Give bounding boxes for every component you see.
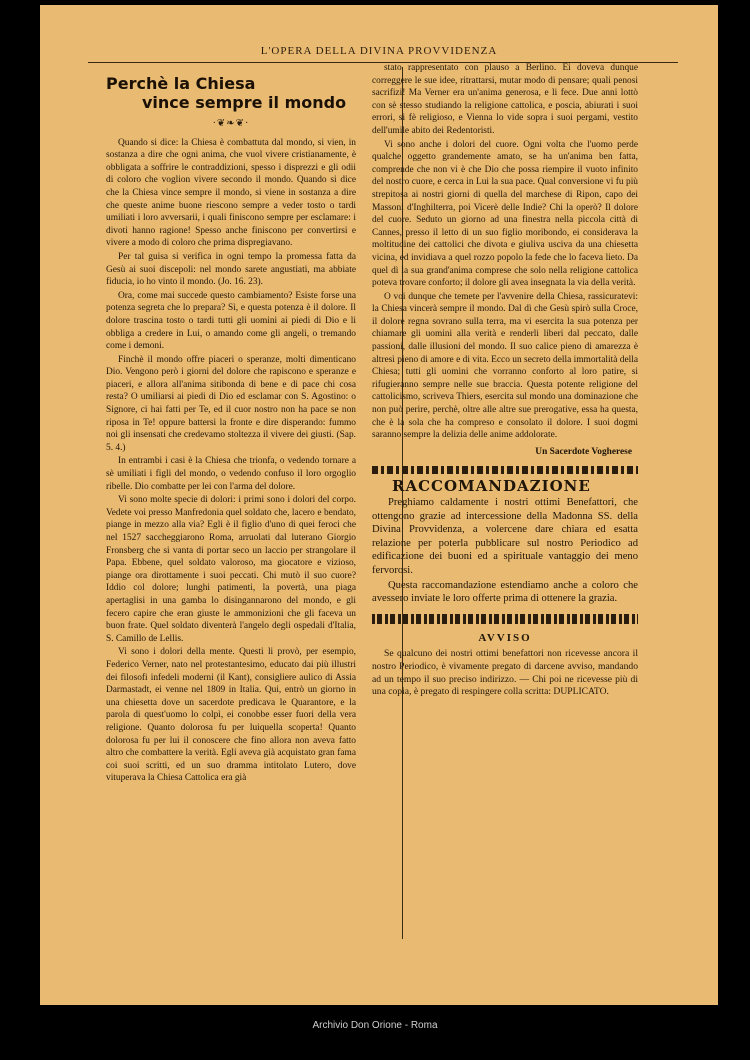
title-ornament: ·❦❧❦· <box>212 118 250 129</box>
raccomandazione-heading: RACCOMANDAZIONE <box>392 477 591 496</box>
raccomandazione-body <box>372 496 638 606</box>
continuation-paragraph: O voi dunque che temete per l'avvenire della Chiesa, rassicuratevi: la Chiesa vincerà sempre il mondo. Dal dì che Gesù spirò sulla Croce, il dolore regna sovrano sulla terra, ma vi esercita la sua potenza per chiamare gli uomini alla verità e renderli liberi dal peccato, dalle passioni, dalle illusioni del mondo. Il suo calice pieno di amarezza è altresì pieno di amore e di vita. Ecco un secreto della immortalità della Chiesa; tutti gli uomini che vorranno conforto al loro patire, si rifugieranno sempre nelle sue braccia. Questa potente religione del cattolicismo, scriveva Thiers, esercita sul mondo una dominazione che non può perire, perchè, oltre alle altre sue prerogative, essa ha questa, che è la sola che ha compreso e consolato il dolore. I suoi dogmi saranno sempre la delizia delle anime addolorate. <box>372 291 638 441</box>
article-paragraph: Vi sono i dolori della mente. Questi li provò, per esempio, Federico Verner, nato nel protestantesimo, educato dai più illustri dei filosofi infedeli moderni (il Kant), consigliere aulico di Assia Darmastadt, ei venne nel 1809 in Italia. Qui, entrò un giorno in una chiesetta dove un sacerdote predicava le Quarantore, e la parola di quest'uomo lo colpì, ei conobbe esser fuori della vera religione. Quanto dolorosa fu per luiquella scoperta! Quanto dolorosa fu per lui il conoscere che fino allora non aveva fatto altro che combattere la verità. Egli aveva già acquistato gran fama coi suoi scritti, ed un suo dramma intitolato Lutero, dove vituperava la Chiesa Cattolica era già <box>106 647 356 784</box>
article-signature: Un Sacerdote Vogherese <box>535 446 632 457</box>
article-title <box>106 74 356 112</box>
article-paragraph: Ora, come mai succede questo cambiamento? Esiste forse una potenza segreta che lo prepara? Sì, e questa potenza è il dolore. Il dolore trascina tosto o tardi tutti gli uomini ai piedi di Dio e li obbliga a credere in Lui, o amando come gli angeli, o tremando come i demoni. <box>106 290 356 352</box>
raccomandazione-paragraph: Preghiamo caldamente i nostri ottimi Benefattori, che ottengono grazie ad intercessione della Madonna SS. della Divina Provvidenza, a volercene dare chiara ed esatta relazione per poterla pubblicare sul nostro Periodico ad edificazione dei buoni ed a spirituale vantaggio dei meno fervorosi. <box>372 497 638 576</box>
archive-caption: Archivio Don Orione - Roma <box>312 1020 438 1031</box>
left-column <box>106 62 356 932</box>
avviso-paragraph: Se qualcuno dei nostri ottimi benefattori non ricevesse ancora il nostro Periodico, è vivamente pregato di darcene avviso, mandando ad un tempo il suo preciso indirizzo. — Chi poi ne ricevesse più di una copia, è pregato di respingere colla scritta: DUPLICATO. <box>372 648 638 698</box>
article-paragraph: Finchè il mondo offre piaceri o speranze, molti dimenticano Dio. Vengono però i giorni del dolore che rapiscono e speranze e piaceri, e allora all'anima sitibonda di bene e di pace chi cosa resta? O umiliarsi ai piedi di Dio ed esclamar con S. Agostino: o Signore, ci hai fatti per Te, ed il cuor nostro non ha pace se non riposa in Te! oppure battersi la fronte e dire disperando: fummo noi gli insensati che credevamo stoltezza il vivere dei giusti. (Sap. 5. 4.) <box>106 354 356 453</box>
article-paragraph: Quando si dice: la Chiesa è combattuta dal mondo, si vien, in sostanza a dire che ogni anima, che vuol vivere cristianamente, è obbligata a soffrire le contraddizioni, spesso i disprezzi e gli odii di coloro che voglion vivere secondo il mondo. Quando si dice che la Chiesa vince sempre il mondo, si viene in sostanza a dire che queste anime buone riescono sempre a veder tosto o tardi umiliati i loro avversarii, i quali finiscono sempre per esclamare: i divoti hanno ragione! Spesso anche finiscono per convertirsi e vivere a modo di coloro che prima dispregiavano. <box>106 137 356 249</box>
avviso-heading: AVVISO <box>478 631 532 644</box>
ornamental-band <box>372 466 638 474</box>
continuation-paragraph: Vi sono anche i dolori del cuore. Ogni volta che l'uomo perde qualche oggetto grandemente amato, se ha un'anima ben fatta, comprende che non vi è che Dio che possa riempire il vuoto infinito del nostro cuore, e cerca in Lui la sua pace. Qual conversione vi fu più strepitosa ai nostri giorni di quella del marchese di Ripon, capo dei Massoni d'Inghilterra, poi Vicerè delle Indie? Chi la operò? Il dolore del cuore. Seduto un giorno ad una finestra nella piccola città di Cannes, presso il letto di un suo figlio moribondo, ei considerava la moltitudine dei cattolici che divota e giuliva usciva da una chiesetta vicina, ed invidiava a quel rozzo popolo la fede che lo faceva lieto. Da quel dì la sua grand'anima comprese che solo nella religione cattolica poteva trovare conforto; il dolore gli avea insegnata la via della verità. <box>372 139 638 289</box>
continuation-paragraph: stato rappresentato con plauso a Berlino. Ei doveva dunque correggere le sue idee, ritrattarsi, mutar modo di pensare; quali penosi sacrifizi! Ma Verner era un'anima generosa, e li fece. Due anni lottò con sè stesso studiando la religione cattolica, e poscia, abiurati i suoi errori, si fè religioso, e Vienna lo vide sopra i suoi pergami, vestito dell'umile abito dei Redentoristi. <box>372 63 638 136</box>
article-paragraph: In entrambi i casi è la Chiesa che trionfa, o vedendo tornare a sè umiliati i figli del mondo, o vedendo confuso il loro orgoglio ribelle. Dio combatte per lei con l'arma del dolore. <box>106 456 356 492</box>
article-paragraph: Per tal guisa si verifica in ogni tempo la promessa fatta da Gesù ai suoi discepoli: nel mondo sarete angustiati, ma abbiate fiducia, io ho vinto il mondo. (Jo. 16. 23). <box>106 251 356 288</box>
running-head: L'OPERA DELLA DIVINA PROVVIDENZA <box>260 45 498 57</box>
article-paragraph: Vi sono molte specie di dolori: i primi sono i dolori del corpo. Vedete voi presso Manfredonia quel soldato che, lacero e bendato, piange in mezzo alla via? Egli è il figlio d'uno di quei feroci che nel 1527 saccheggiarono Roma, arruolati dal luterano Giorgio Fronsberg che si vanta di portar seco un laccio per strangolare il Papa. Ebbene, quel soldato valoroso, ma giocatore e vizioso, piange ora dirottamente i suoi peccati. Chi mutò il suo cuore? Iddio col dolore; lunghi patimenti, la povertà, una piaga apertaglisi in una gamba lo disingannarono del mondo, e gli fecero capire che eran giuste le ammonizioni che gli faceva un buon frate. Quel soldato diventerà l'angelo degli ospedali d'Italia, S. Camillo de Lellis. <box>106 495 356 644</box>
right-column <box>372 62 638 932</box>
ornamental-band <box>372 614 638 624</box>
article-title-line2: vince sempre il mondo <box>142 93 347 112</box>
article-title-line1: Perchè la Chiesa <box>106 74 256 93</box>
raccomandazione-paragraph: Questa raccomandazione estendiamo anche a coloro che avessero inviate le loro offerte prima di ottenere la grazia. <box>372 579 638 605</box>
avviso-body <box>372 648 638 698</box>
